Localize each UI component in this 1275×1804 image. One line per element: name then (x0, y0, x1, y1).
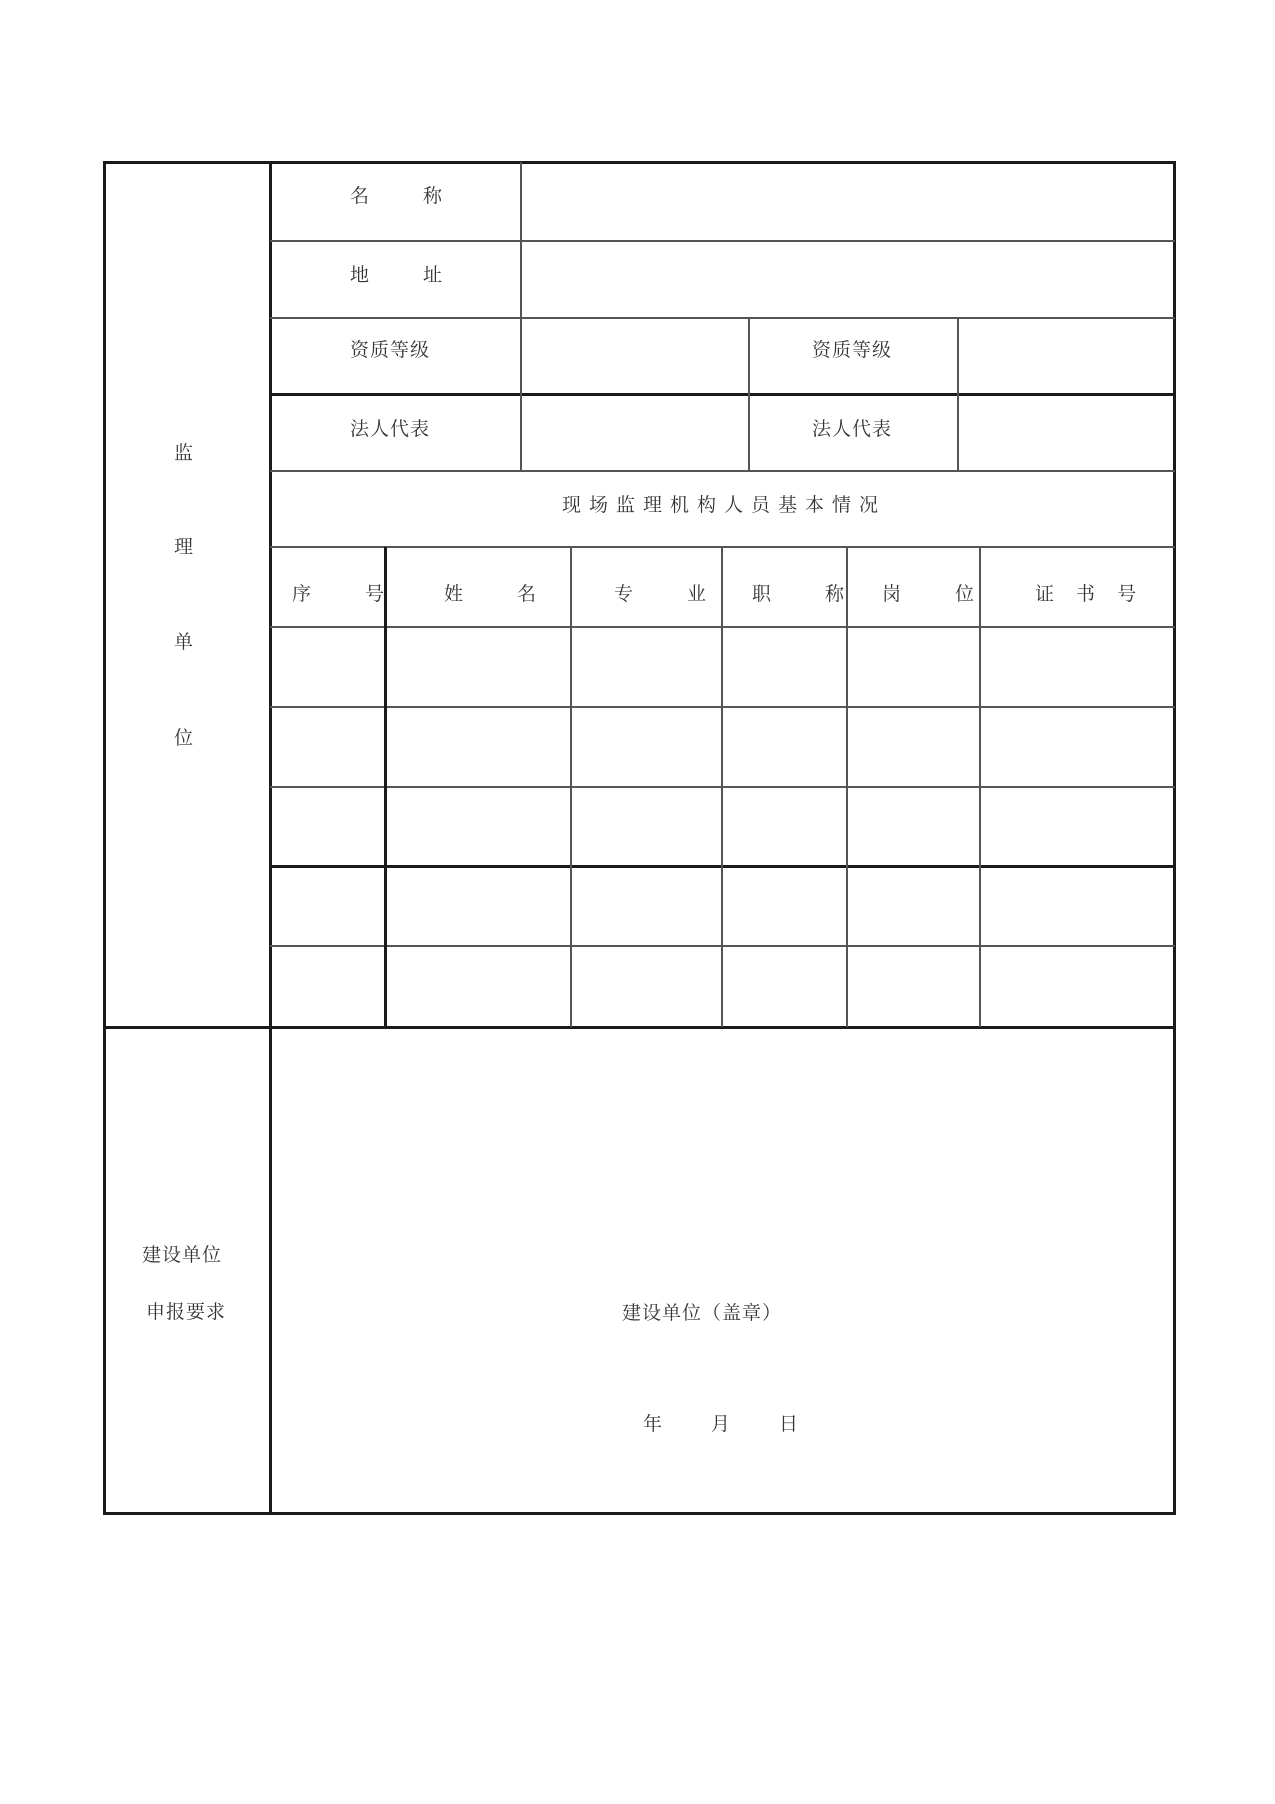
column-header: 专 业 (614, 583, 731, 605)
date-year: 年 (643, 1413, 664, 1435)
side-label-char: 单 (174, 631, 194, 653)
col-line (721, 547, 723, 1027)
side-label-char: 监 (174, 442, 194, 464)
date-day: 日 (779, 1413, 800, 1435)
col-line (748, 318, 750, 471)
side-label-char: 理 (174, 536, 194, 558)
construction-side-label-line2: 申报要求 (146, 1301, 227, 1323)
column-header: 姓 名 (444, 583, 561, 605)
seal-text: 建设单位（盖章） (622, 1302, 783, 1324)
side-column-divider (269, 161, 272, 1515)
section-divider (103, 1026, 1176, 1029)
date-month: 月 (711, 1413, 732, 1435)
side-label-char: 位 (174, 727, 194, 749)
table-border-top (103, 161, 1176, 164)
row-line (270, 317, 1175, 319)
table-border-bottom (103, 1512, 1176, 1515)
col-line (846, 547, 848, 1027)
row-line (270, 393, 1175, 396)
construction-side-label-line1: 建设单位 (142, 1244, 223, 1266)
column-header: 职 称 (752, 583, 869, 605)
col-line (570, 547, 572, 1027)
col-line (384, 547, 387, 1027)
row-line (270, 470, 1175, 472)
table-border-right (1173, 161, 1176, 1515)
legal-rep-label-left: 法人代表 (350, 418, 431, 440)
col-line (957, 318, 959, 471)
col-line (979, 547, 981, 1027)
table-border-left (103, 161, 106, 1515)
column-header: 证 书 号 (1035, 583, 1145, 605)
legal-rep-label-right: 法人代表 (812, 418, 893, 440)
address-label: 地 址 (350, 264, 467, 286)
staff-section-title: 现场监理机构人员基本情况 (562, 494, 887, 516)
name-label: 名 称 (350, 185, 467, 207)
qualification-label-right: 资质等级 (812, 339, 893, 361)
qualification-label-left: 资质等级 (350, 339, 431, 361)
column-header: 序 号 (292, 583, 409, 605)
column-header: 岗 位 (882, 583, 999, 605)
col-line (520, 162, 522, 471)
row-line (270, 240, 1175, 242)
